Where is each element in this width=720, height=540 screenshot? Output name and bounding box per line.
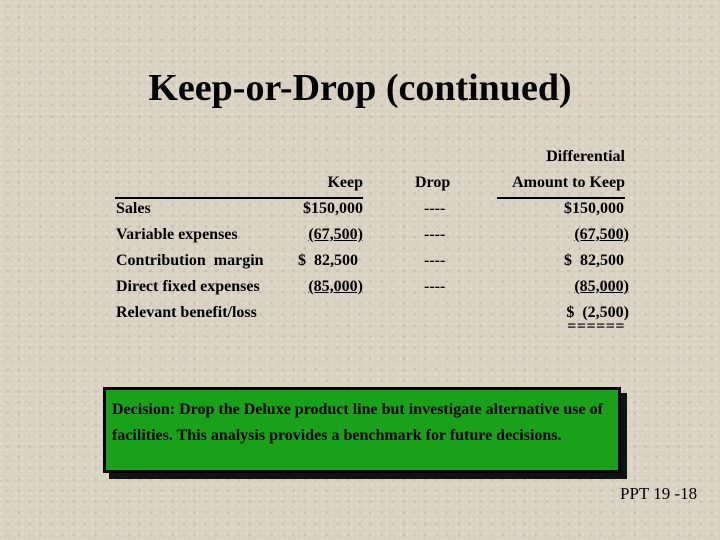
row-label-direct-fixed-expenses: Direct fixed expenses — [116, 278, 260, 295]
diff-contribution-margin: $ 82,500 — [564, 252, 624, 269]
keep-sales: $150,000 — [303, 200, 363, 217]
drop-header: Drop — [415, 174, 451, 191]
diff-relevant-benefit: $ (2,500) — [566, 304, 629, 321]
keep-variable-expenses: (67,500) — [308, 226, 363, 243]
decision-box — [103, 387, 621, 473]
keep-contribution-margin: $ 82,500 — [298, 252, 358, 269]
slide-number: PPT 19 -18 — [620, 484, 698, 503]
drop-direct-fixed-expenses: ---- — [424, 278, 446, 295]
diff-header-rule — [497, 197, 625, 199]
diff-variable-expenses: (67,500) — [574, 226, 629, 243]
row-label-contribution-margin: Contribution margin — [116, 252, 264, 269]
double-underline: ====== — [567, 318, 625, 335]
drop-contribution-margin: ---- — [424, 252, 446, 269]
row-label-variable-expenses: Variable expenses — [116, 226, 238, 243]
row-label-sales: Sales — [116, 200, 151, 217]
keep-direct-fixed-expenses: (85,000) — [308, 278, 363, 295]
page-title: Keep-or-Drop (continued) — [148, 67, 572, 109]
keep-header: Keep — [327, 174, 363, 191]
diff-sales: $150,000 — [564, 200, 624, 217]
row-label-relevant-benefit: Relevant benefit/loss — [116, 304, 257, 321]
drop-sales: ---- — [424, 200, 446, 217]
drop-variable-expenses: ---- — [424, 226, 446, 243]
diff-header-line2: Amount to Keep — [512, 174, 625, 191]
diff-direct-fixed-expenses: (85,000) — [574, 278, 629, 295]
keep-header-rule — [115, 197, 363, 199]
decision-text: Decision: Drop the Deluxe product line but investigate alternative use of facilities. This analysis provides a benchmark for future decisions. — [112, 401, 603, 444]
